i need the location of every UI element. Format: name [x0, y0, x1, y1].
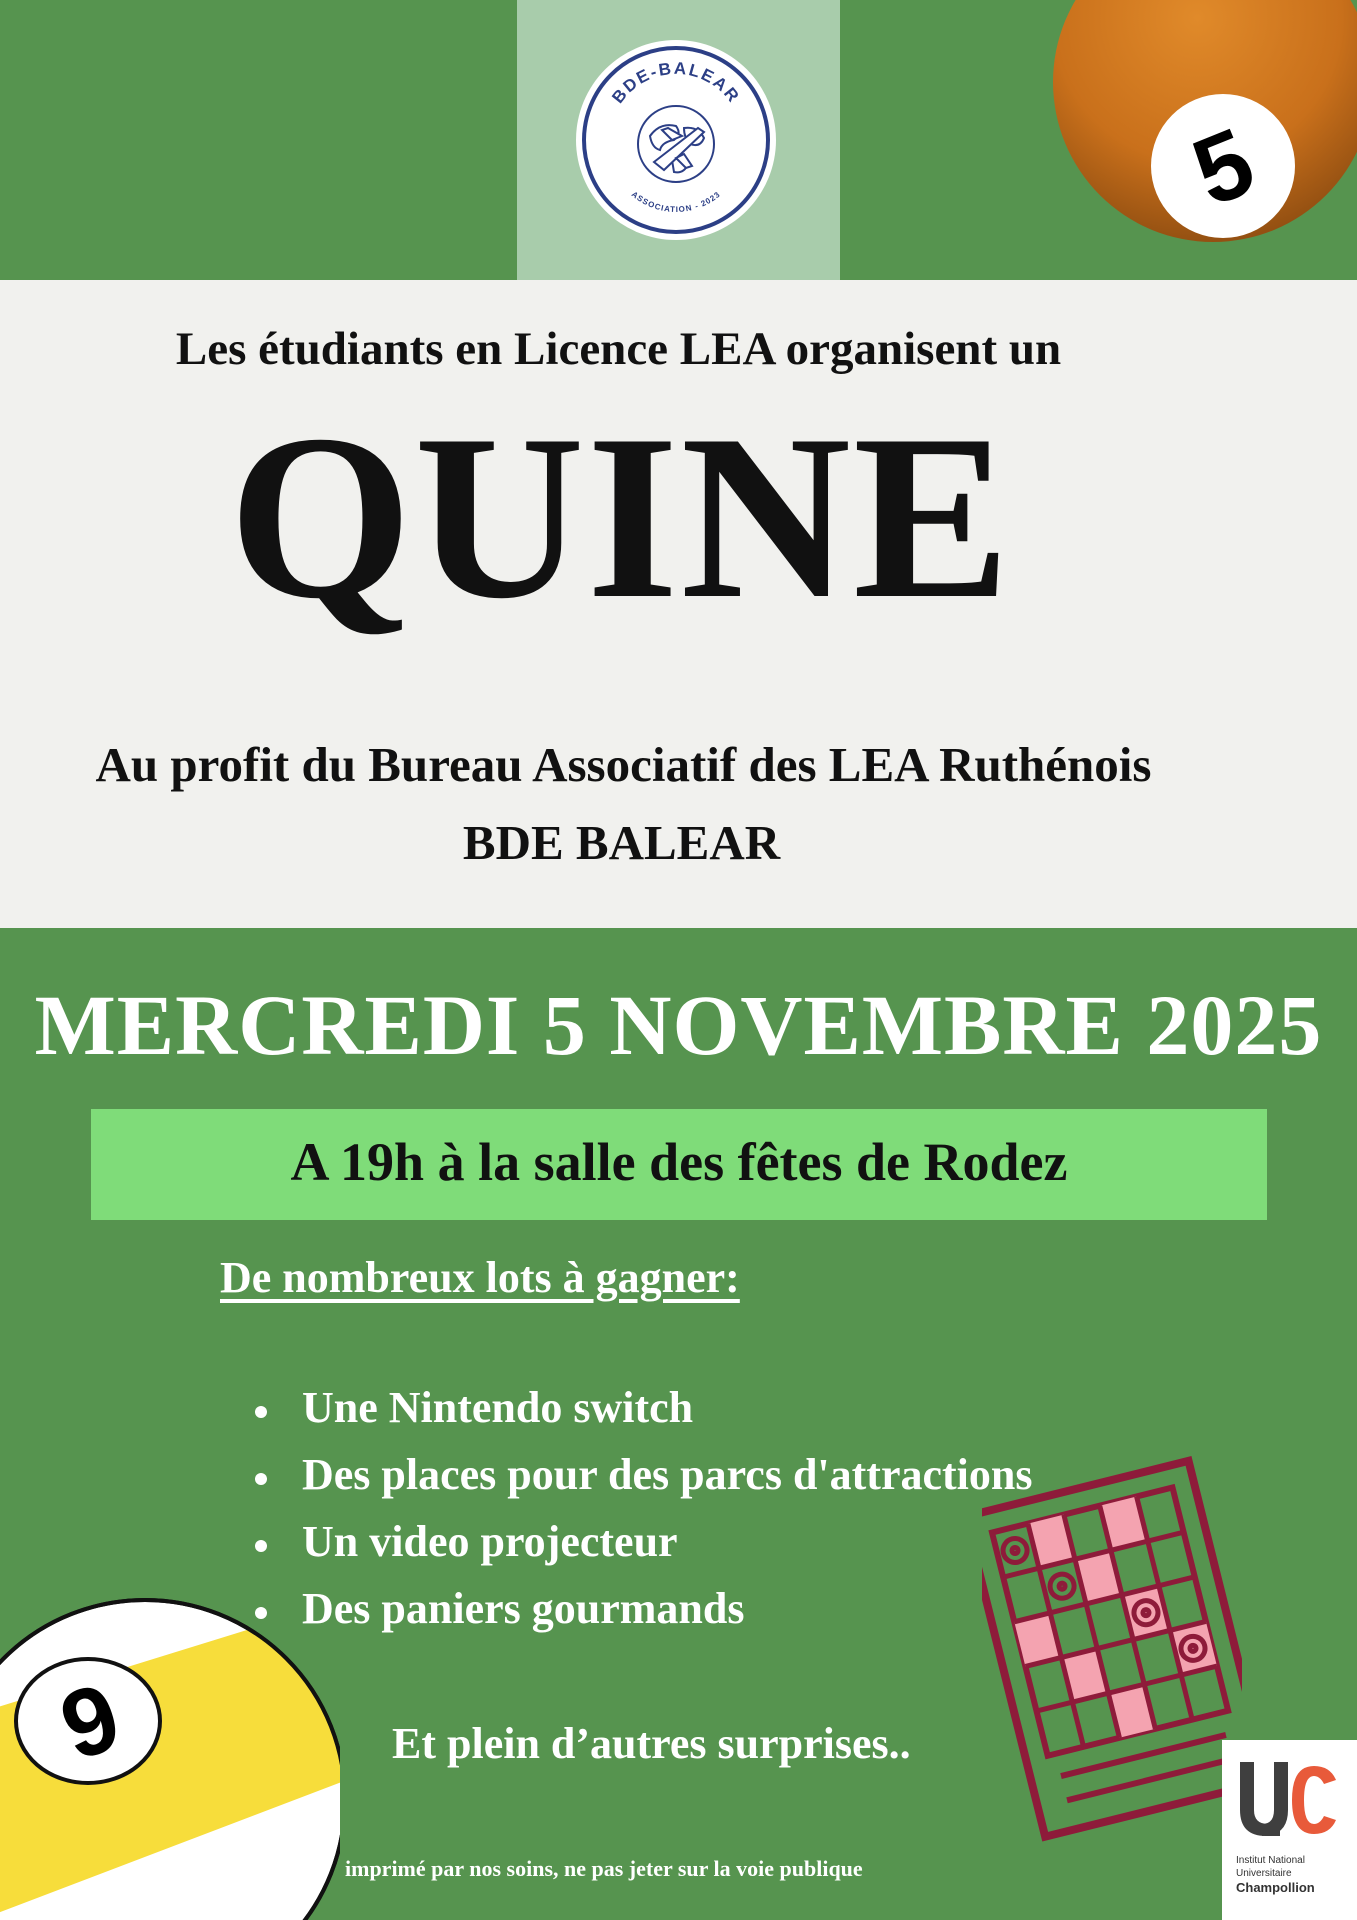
uc-caption	[1236, 1854, 1356, 1896]
event-date: MERCREDI 5 NOVEMBRE 2025	[34, 977, 1323, 1073]
venue-banner	[91, 1109, 1267, 1220]
bde-balear-logo	[580, 44, 772, 236]
billiard-ball-9-icon	[0, 1575, 340, 1920]
uc-logo-icon	[1222, 1740, 1357, 1850]
logo-emblem-icon	[580, 44, 772, 236]
prizes-heading: De nombreux lots à gagner:	[220, 1253, 740, 1302]
billiard-ball-5-icon	[1045, 0, 1357, 250]
bingo-card-icon	[982, 1455, 1242, 1845]
beneficiary-line-2: BDE BALEAR	[462, 815, 781, 870]
page-title: QUINE	[228, 387, 1013, 648]
prize-item: Des places pour des parcs d'attractions	[255, 1449, 1033, 1516]
ball-5-number: 5	[1178, 107, 1269, 227]
prize-list	[255, 1382, 1033, 1650]
prize-item: Un video projecteur	[255, 1516, 1033, 1583]
intro-text: Les étudiants en Licence LEA organisent un	[175, 323, 1062, 375]
uc-caption-line-2: Universitaire	[1236, 1868, 1292, 1879]
uc-caption-line-1: Institut National	[1236, 1855, 1305, 1866]
ball-9-number: 9	[48, 1662, 133, 1781]
surprises-text: Et plein d’autres surprises..	[392, 1719, 911, 1768]
prize-item: Des paniers gourmands	[255, 1583, 1033, 1650]
logo-name-path: BDE-BALEAR	[608, 58, 744, 107]
venue-text: A 19h à la salle des fêtes de Rodez	[290, 1132, 1068, 1192]
footer-note: imprimé par nos soins, ne pas jeter sur la voie publique	[345, 1856, 863, 1881]
prize-item: Une Nintendo switch	[255, 1382, 1033, 1449]
logo-caption-path: ASSOCIATION - 2023	[629, 189, 723, 215]
uc-caption-line-3: Champollion	[1236, 1880, 1315, 1895]
beneficiary-line-1: Au profit du Bureau Associatif des LEA Ruthénois	[95, 737, 1152, 792]
uc-champollion-logo	[1222, 1740, 1357, 1920]
